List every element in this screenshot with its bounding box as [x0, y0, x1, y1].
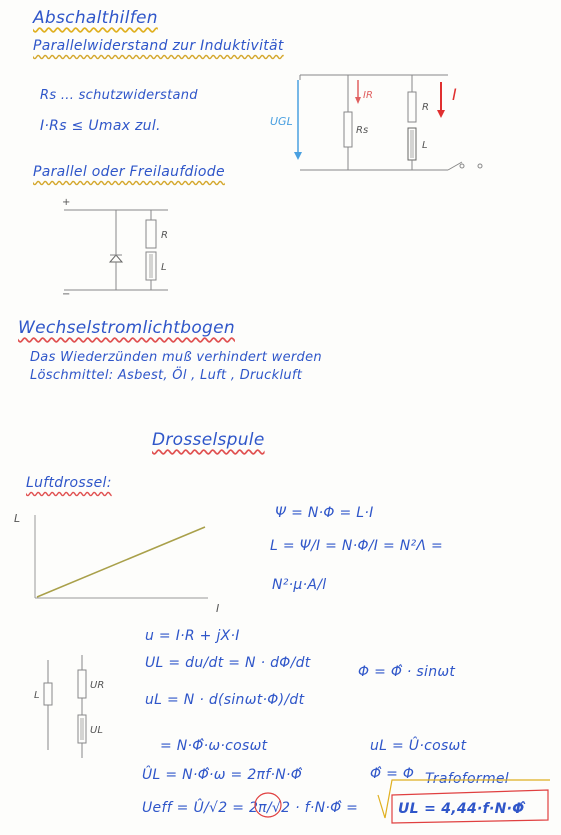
current-arrow-i-head [437, 110, 445, 118]
formula-phi: Φ = Φ̂ · sinωt [358, 664, 456, 680]
label-l3: L [34, 690, 40, 701]
result-highlights [255, 780, 550, 823]
label-ir: IR [363, 90, 373, 101]
label-ur: UR [90, 680, 105, 691]
formula-l-material: N²·μ·A/l [272, 577, 327, 593]
formula-ueff: Ueff = Û/√2 = 2π/√2 · f·N·Φ̂ = [142, 800, 359, 816]
formula-psi: Ψ = N·Φ = L·I [275, 505, 374, 521]
graph-xlabel: I [216, 602, 220, 615]
label-trafoformel: Trafoformel [425, 771, 509, 787]
formula-l: L = Ψ/I = N·Φ/I = N²Λ = [270, 538, 444, 554]
heading-luftdrossel: Luftdrossel: [26, 475, 112, 491]
formula-ul-cos: = N·Φ̂·ω·cosωt [160, 738, 268, 754]
circuit-series-rl [44, 655, 86, 758]
label-l2: L [161, 262, 167, 273]
label-minus: − [62, 289, 71, 300]
label-i: I [452, 85, 457, 104]
label-r2: R [161, 230, 168, 241]
heading-wechselstromlichtbogen: Wechselstromlichtbogen [18, 318, 235, 338]
note-loeschmittel: Löschmittel: Asbest, Öl , Luft , Druckluft [30, 368, 303, 383]
label-rs: Rs [356, 125, 369, 136]
graph-line [37, 527, 205, 597]
formula-final-result: UL = 4,44·f·N·Φ̂ [398, 801, 525, 817]
graph-ylabel: L [14, 512, 21, 525]
current-arrow-r-head [355, 97, 361, 104]
label-plus: + [62, 197, 71, 208]
label-l: L [422, 140, 428, 151]
heading-freilaufdiode: Parallel oder Freilaufdiode [33, 164, 225, 180]
heading-abschalthilfen: Abschalthilfen [33, 8, 158, 28]
formula-ul-derivative: UL = du/dt = N · dΦ/dt [145, 655, 311, 671]
graph-l-vs-i [35, 515, 208, 598]
heading-parallelwiderstand: Parallelwiderstand zur Induktivität [33, 38, 284, 54]
ir-condition: I·Rs ≤ Umax zul. [40, 118, 161, 134]
circuit-freewheel-diode [64, 210, 168, 290]
formula-ul-sin: uL = N · d(sinωt·Φ)/dt [145, 692, 305, 708]
formula-ul-uhat: uL = Û·cosωt [370, 738, 467, 754]
label-r: R [422, 102, 429, 113]
voltage-arrow-head [294, 152, 302, 160]
formula-u: u = I·R + jX·I [145, 628, 240, 644]
formula-uhat: ÛL = N·Φ̂·ω = 2πf·N·Φ̂ [142, 767, 303, 783]
formula-phi-eq: Φ̂ = Φ [370, 766, 415, 782]
rs-definition: Rs ... schutzwiderstand [40, 88, 198, 103]
note-wiederzuenden: Das Wiederzünden muß verhindert werden [30, 350, 322, 365]
heading-drosselspule: Drosselspule [152, 430, 265, 450]
label-ugl: UGL [270, 115, 293, 128]
label-ul: UL [90, 725, 103, 736]
